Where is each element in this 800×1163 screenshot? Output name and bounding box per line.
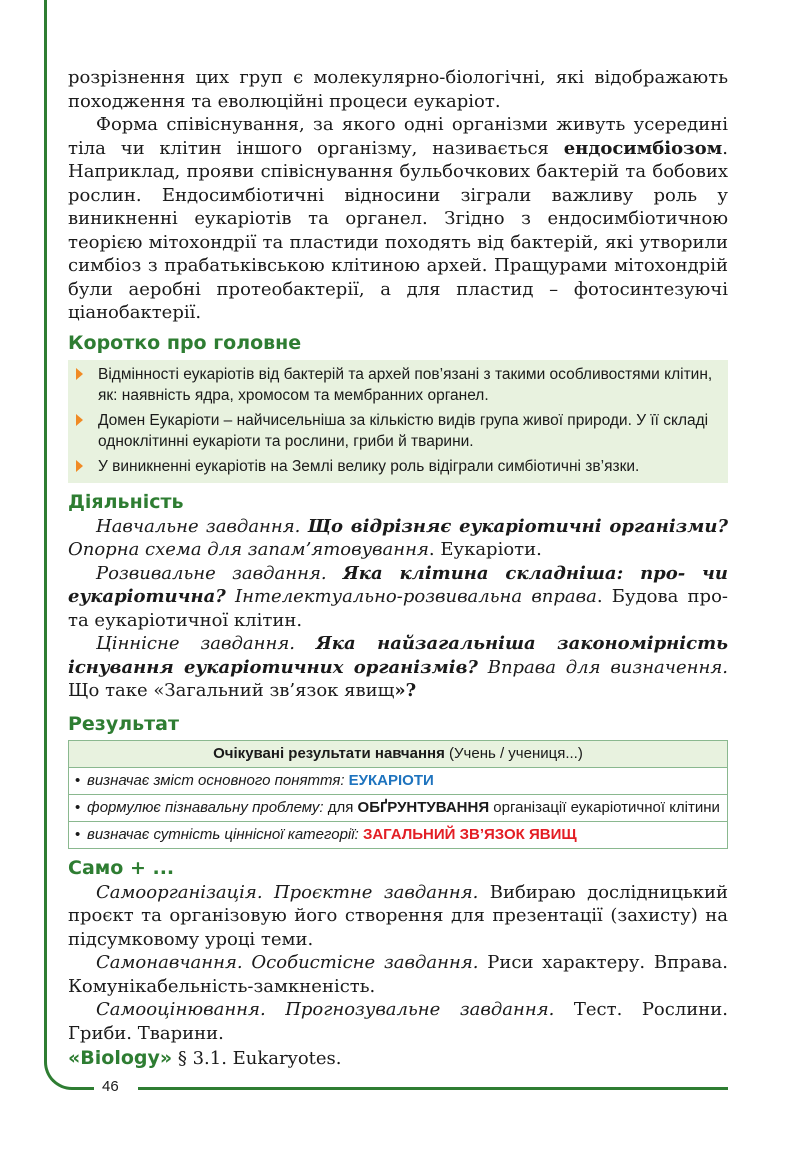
- row-italic: визначає сутність ціннісної категорії:: [87, 825, 363, 843]
- summary-item: [68, 456, 720, 477]
- task-label: Навчальне завдання.: [96, 515, 308, 537]
- activity-task-3: [68, 632, 728, 703]
- row-highlight: ЗАГАЛЬНИЙ ЗВ’ЯЗОК ЯВИЩ: [362, 825, 577, 843]
- table-header-row: [69, 740, 728, 767]
- task-label: Ціннісне завдання.: [96, 633, 316, 654]
- summary-item-text: У виникненні еукаріотів на Землі велику роль відіграли симбіотичні зв’язки.: [98, 457, 640, 475]
- summary-box: [68, 360, 728, 483]
- summary-item: [68, 410, 720, 452]
- activity-task-2: [68, 562, 728, 633]
- task-label: Розвивальне завдання.: [96, 562, 343, 584]
- arrow-icon: [76, 368, 83, 380]
- self-label: Самоорганізація. Проєктне завдання.: [96, 881, 479, 903]
- task-text: . Будова про- та еукаріотичної клітин.: [68, 586, 728, 631]
- self-item-2: [68, 951, 728, 998]
- table-cell: [69, 821, 728, 848]
- page-frame-line: [44, 0, 47, 1062]
- page-content: [68, 66, 728, 1071]
- row-tail: організації еукаріотичної клітини: [489, 798, 720, 816]
- arrow-icon: [76, 460, 83, 472]
- summary-heading: Коротко про головне: [68, 331, 302, 354]
- self-text: Вибираю дослідницький проєкт та організовую його створення для презентації (захисту) на підсумковому уроці теми.: [68, 881, 728, 950]
- summary-item-text: Відмінності еукаріотів від бактерій та архей пов’язані з такими особливостями клітин, як: наявність ядра, хромосом та мембранних органел.: [98, 365, 713, 404]
- row-highlight: ЕУКАРІОТИ: [348, 771, 434, 789]
- bullet-icon: •: [75, 798, 81, 816]
- task-method: Інтелектуально-розвивальна вправа: [225, 586, 597, 607]
- term-endosymbiosis: ендосимбіозом: [563, 137, 723, 159]
- table-header-text: (Учень / учениця...): [444, 744, 583, 762]
- intro-text-cont: . Наприклад, прояви співіснування бульбочкових бактерій та бобових рослин. Ендосимбіотичні відносини зіграли важливу роль у виникненні еукаріотів та органел. Згідно з ендосимбіотичною теорією мітохондрії та пластиди походять від бактерій, які утворили симбіоз з прабатьківською клітиною архей. Пращурами мітохондрій були аеробні протеобактерії, а для пластид – фотосинтезуючі ціанобактерії.: [68, 137, 728, 323]
- table-cell: [69, 794, 728, 821]
- biology-ref-text: § 3.1. Eukaryotes.: [172, 1048, 342, 1069]
- self-label: Самооцінювання. Прогнозувальне завдання.: [96, 999, 555, 1020]
- biology-label: «Biology»: [68, 1047, 173, 1069]
- intro-text: Форма співіснування, за якого одні організми живуть усередині тіла чи клітин іншого організму, називається: [68, 114, 728, 159]
- task-question: Яка найзагальніша закономірність існування еукаріотичних організмів?: [68, 633, 728, 678]
- intro-paragraph-2: [68, 113, 728, 325]
- result-heading: Результат: [68, 712, 180, 735]
- row-plain: для: [323, 798, 358, 816]
- table-row: [69, 794, 728, 821]
- row-italic: визначає зміст основного поняття:: [87, 771, 349, 789]
- activity-task-1: [68, 515, 728, 562]
- self-text: Тест. Рослини. Гриби. Тварини.: [68, 999, 728, 1044]
- page-number: 46: [102, 1078, 119, 1095]
- biology-reference: [68, 1047, 728, 1071]
- table-cell: [69, 767, 728, 794]
- arrow-icon: [76, 414, 83, 426]
- intro-paragraph-1: розрізнення цих груп є молекулярно-біологічні, які відображають походження та еволюційні процеси еукаріот.: [68, 67, 728, 112]
- task-text: Що таке «Загальний зв’язок явищ: [68, 680, 395, 701]
- summary-item: [68, 364, 720, 406]
- task-method: Вправа для визначення.: [477, 656, 728, 678]
- row-italic: формулює пізнавальну проблему:: [87, 798, 324, 816]
- table-row: [69, 821, 728, 848]
- self-text: Риси характеру. Вправа. Комунікабельність-замкненість.: [68, 952, 729, 997]
- row-highlight: ОБҐРУНТУВАННЯ: [357, 798, 490, 816]
- result-table: [68, 740, 728, 849]
- self-heading: Само + ...: [68, 856, 175, 879]
- self-label: Самонавчання. Особистісне завдання.: [96, 952, 479, 973]
- footer-rule: [138, 1087, 728, 1090]
- task-text-end: »?: [394, 680, 417, 701]
- task-question: Яка клітина складніша: про- чи еукаріотична?: [68, 562, 729, 607]
- activity-heading: Діяльність: [68, 490, 184, 513]
- self-item-1: [68, 881, 728, 952]
- task-question: Що відрізняє еукаріотичні організми?: [307, 515, 728, 537]
- table-header-bold: Очікувані результати навчання: [213, 744, 445, 762]
- task-text: . Еукаріоти.: [428, 539, 542, 560]
- task-method: Опорна схема для запам’ятовування: [68, 539, 429, 560]
- bullet-icon: •: [75, 825, 81, 843]
- self-item-3: [68, 998, 728, 1045]
- table-row: [69, 767, 728, 794]
- table-header-cell: [69, 740, 728, 767]
- summary-item-text: Домен Еукаріоти – найчисельніша за кількістю видів група живої природи. У її складі одноклітинні еукаріоти та рослини, гриби й тварини.: [98, 411, 709, 450]
- bullet-icon: •: [75, 771, 81, 789]
